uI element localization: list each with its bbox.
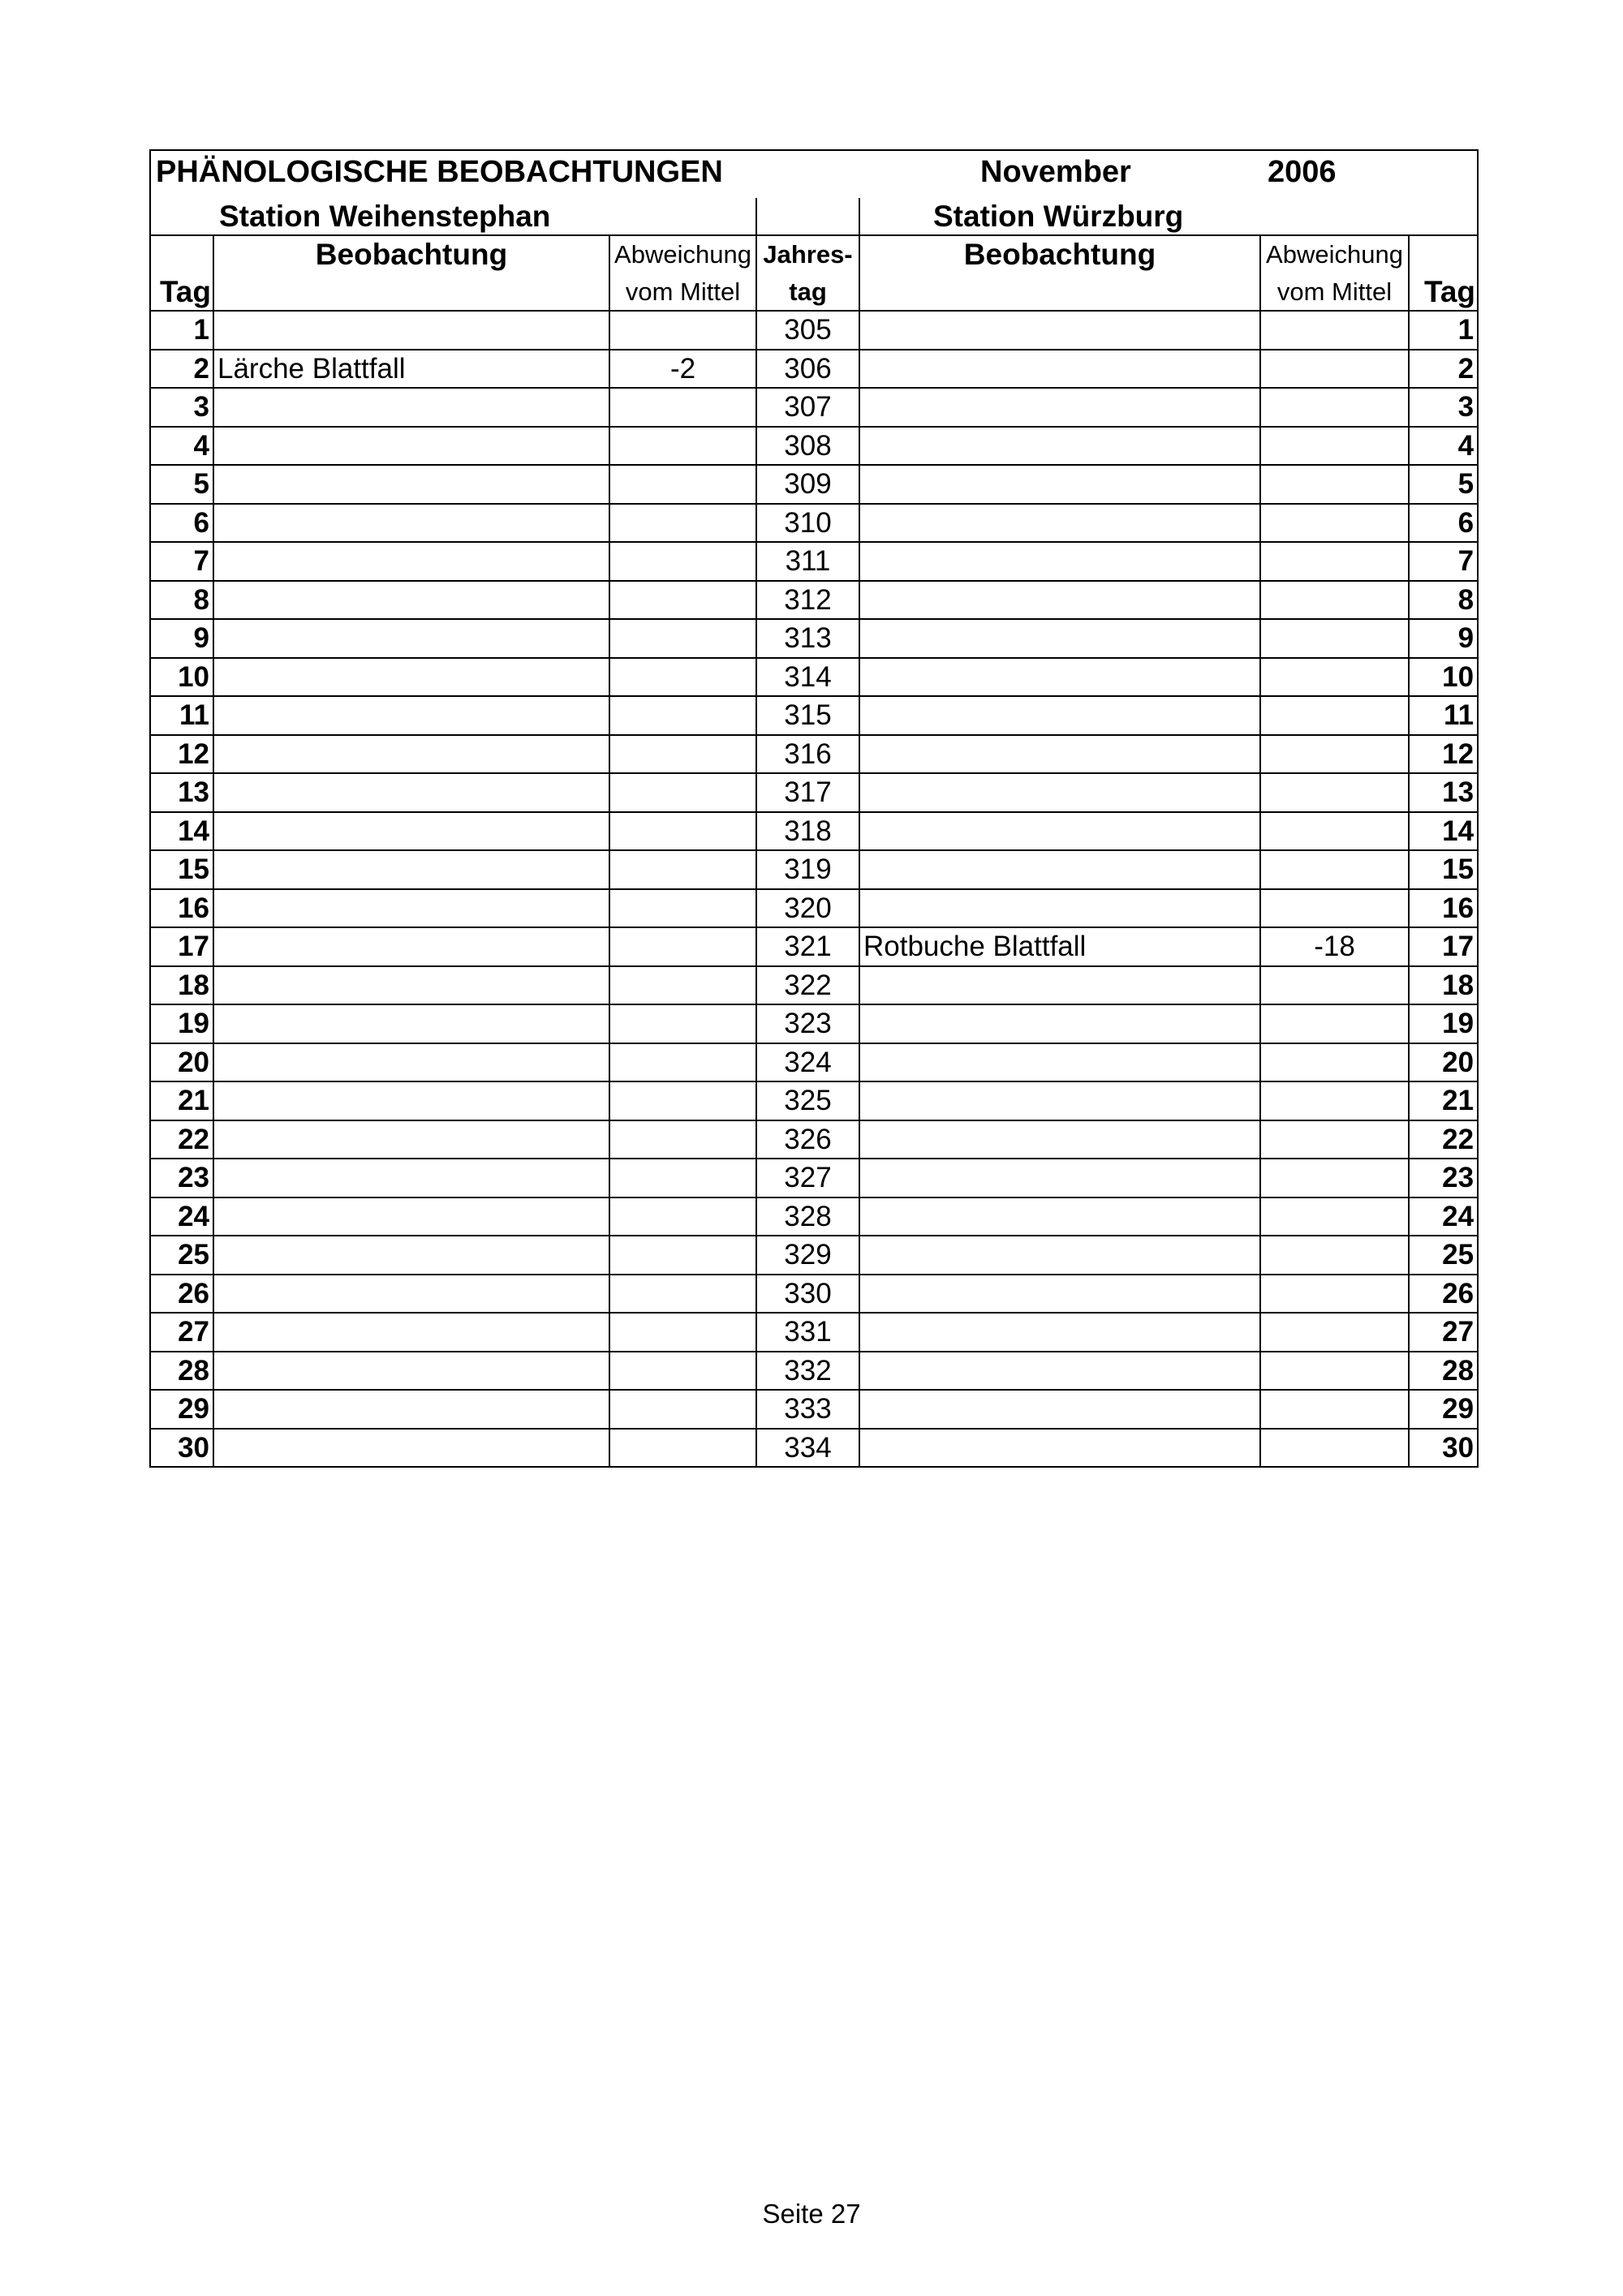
abweichung-header-right: Abweichung [1260,235,1409,273]
left-deviation-cell [609,388,756,427]
right-deviation-cell [1260,1313,1409,1352]
left-observation-cell [213,812,609,851]
tag-left-cell: 15 [150,850,213,889]
jahrestag-cell: 325 [756,1081,859,1120]
mittel-header-left: vom Mittel [609,273,756,312]
right-observation-cell [859,1236,1260,1275]
left-observation-cell [213,1004,609,1043]
left-deviation-cell [609,735,756,774]
tag-left-cell: 23 [150,1159,213,1197]
left-observation-cell [213,773,609,812]
tag-right-cell: 19 [1409,1004,1478,1043]
right-deviation-cell: -18 [1260,927,1409,966]
table-row [150,812,1478,851]
jahrestag-header-bottom: tag [756,273,859,312]
right-deviation-cell [1260,388,1409,427]
phenology-sheet [149,149,1477,1468]
tag-right-cell: 25 [1409,1236,1478,1275]
right-observation-cell [859,735,1260,774]
right-deviation-cell [1260,1120,1409,1159]
left-deviation-cell [609,427,756,466]
tag-right-cell: 5 [1409,465,1478,504]
left-deviation-cell [609,812,756,851]
right-deviation-cell [1260,542,1409,581]
sheet-month: November [980,155,1131,189]
left-observation-cell [213,504,609,543]
table-row [150,1390,1478,1429]
station-left: Station Weihenstephan [150,198,756,235]
tag-left-cell: 4 [150,427,213,466]
tag-left-cell: 26 [150,1275,213,1314]
right-observation-cell [859,1004,1260,1043]
jahrestag-cell: 308 [756,427,859,466]
tag-left-cell: 13 [150,773,213,812]
jahrestag-header-top: Jahres- [756,235,859,273]
tag-left-cell: 30 [150,1429,213,1468]
column-header-row-1 [150,235,1478,273]
left-observation-cell [213,1352,609,1391]
jahrestag-cell: 307 [756,388,859,427]
tag-left-cell: 3 [150,388,213,427]
tag-left-cell: 7 [150,542,213,581]
jahrestag-cell: 311 [756,542,859,581]
left-observation-cell [213,850,609,889]
left-deviation-cell [609,1429,756,1468]
tag-left-cell: 12 [150,735,213,774]
tag-left-cell: 2 [150,350,213,389]
tag-right-cell: 23 [1409,1159,1478,1197]
jahrestag-cell: 317 [756,773,859,812]
left-deviation-cell: -2 [609,350,756,389]
right-deviation-cell [1260,1081,1409,1120]
table-row [150,1159,1478,1197]
left-deviation-cell [609,1043,756,1082]
right-deviation-cell [1260,889,1409,928]
tag-left-cell: 5 [150,465,213,504]
right-deviation-cell [1260,1159,1409,1197]
left-deviation-cell [609,850,756,889]
jahrestag-cell: 318 [756,812,859,851]
beobachtung-header-right-bottom [859,273,1260,312]
left-deviation-cell [609,311,756,350]
left-deviation-cell [609,1390,756,1429]
jahrestag-cell: 310 [756,504,859,543]
tag-header-right-top [1409,235,1478,273]
left-deviation-cell [609,889,756,928]
right-observation-cell [859,1120,1260,1159]
right-observation-cell [859,427,1260,466]
table-row [150,1352,1478,1391]
tag-right-cell: 16 [1409,889,1478,928]
right-deviation-cell [1260,735,1409,774]
right-observation-cell [859,850,1260,889]
jahrestag-cell: 309 [756,465,859,504]
tag-left-cell: 16 [150,889,213,928]
jahrestag-cell: 332 [756,1352,859,1391]
jahrestag-cell: 321 [756,927,859,966]
tag-right-cell: 12 [1409,735,1478,774]
table-row [150,773,1478,812]
station-divider [756,198,859,235]
right-deviation-cell [1260,1197,1409,1236]
left-observation-cell [213,1081,609,1120]
jahrestag-cell: 326 [756,1120,859,1159]
right-deviation-cell [1260,1043,1409,1082]
beobachtung-header-left-bottom [213,273,609,312]
table-row [150,1275,1478,1314]
tag-left-cell: 22 [150,1120,213,1159]
jahrestag-cell: 314 [756,658,859,697]
left-observation-cell [213,735,609,774]
jahrestag-cell: 324 [756,1043,859,1082]
jahrestag-cell: 313 [756,619,859,658]
right-deviation-cell [1260,427,1409,466]
left-observation-cell [213,581,609,620]
station-row [150,198,1478,235]
left-deviation-cell [609,1275,756,1314]
left-observation-cell [213,619,609,658]
table-row [150,1197,1478,1236]
table-row [150,619,1478,658]
station-right: Station Würzburg [859,198,1478,235]
left-observation-cell [213,1313,609,1352]
left-deviation-cell [609,1352,756,1391]
left-observation-cell [213,1429,609,1468]
left-observation-cell [213,1120,609,1159]
tag-header-left-top [150,235,213,273]
left-observation-cell [213,889,609,928]
left-deviation-cell [609,927,756,966]
right-deviation-cell [1260,1429,1409,1468]
table-row [150,581,1478,620]
left-deviation-cell [609,1120,756,1159]
left-observation-cell [213,388,609,427]
abweichung-header-left: Abweichung [609,235,756,273]
tag-left-cell: 28 [150,1352,213,1391]
jahrestag-cell: 315 [756,696,859,735]
right-observation-cell [859,1429,1260,1468]
tag-right-cell: 10 [1409,658,1478,697]
tag-right-cell: 9 [1409,619,1478,658]
tag-right-cell: 13 [1409,773,1478,812]
jahrestag-cell: 330 [756,1275,859,1314]
tag-right-cell: 22 [1409,1120,1478,1159]
left-deviation-cell [609,696,756,735]
jahrestag-cell: 306 [756,350,859,389]
tag-left-cell: 24 [150,1197,213,1236]
tag-left-cell: 19 [150,1004,213,1043]
right-deviation-cell [1260,311,1409,350]
table-row [150,465,1478,504]
tag-right-cell: 26 [1409,1275,1478,1314]
left-deviation-cell [609,581,756,620]
jahrestag-cell: 319 [756,850,859,889]
right-deviation-cell [1260,619,1409,658]
right-observation-cell [859,311,1260,350]
left-observation-cell [213,427,609,466]
right-deviation-cell [1260,1275,1409,1314]
right-deviation-cell [1260,850,1409,889]
tag-left-cell: 25 [150,1236,213,1275]
table-row [150,1081,1478,1120]
right-observation-cell [859,812,1260,851]
right-observation-cell [859,1313,1260,1352]
right-observation-cell: Rotbuche Blattfall [859,927,1260,966]
jahrestag-cell: 327 [756,1159,859,1197]
left-observation-cell [213,1275,609,1314]
beobachtung-header-right: Beobachtung [859,235,1260,273]
table-row [150,311,1478,350]
tag-right-cell: 1 [1409,311,1478,350]
right-deviation-cell [1260,1352,1409,1391]
jahrestag-cell: 323 [756,1004,859,1043]
tag-right-cell: 15 [1409,850,1478,889]
tag-right-cell: 20 [1409,1043,1478,1082]
table-row [150,504,1478,543]
tag-right-cell: 2 [1409,350,1478,389]
tag-right-cell: 3 [1409,388,1478,427]
tag-right-cell: 30 [1409,1429,1478,1468]
right-deviation-cell [1260,1004,1409,1043]
left-observation-cell [213,1043,609,1082]
left-observation-cell [213,1236,609,1275]
right-observation-cell [859,542,1260,581]
right-observation-cell [859,1275,1260,1314]
table-row [150,1429,1478,1468]
column-header-row-2 [150,273,1478,312]
right-observation-cell [859,658,1260,697]
tag-right-cell: 27 [1409,1313,1478,1352]
tag-right-cell: 18 [1409,966,1478,1005]
tag-left-cell: 6 [150,504,213,543]
table-row [150,1004,1478,1043]
table-row [150,388,1478,427]
right-deviation-cell [1260,465,1409,504]
beobachtung-header-left: Beobachtung [213,235,609,273]
right-deviation-cell [1260,504,1409,543]
left-observation-cell [213,311,609,350]
table-row [150,889,1478,928]
right-observation-cell [859,773,1260,812]
tag-left-cell: 9 [150,619,213,658]
jahrestag-cell: 312 [756,581,859,620]
left-deviation-cell [609,504,756,543]
tag-left-cell: 20 [150,1043,213,1082]
jahrestag-cell: 316 [756,735,859,774]
left-observation-cell [213,465,609,504]
jahrestag-cell: 328 [756,1197,859,1236]
right-deviation-cell [1260,966,1409,1005]
table-row [150,427,1478,466]
left-observation-cell [213,927,609,966]
observation-table [149,149,1479,1468]
right-observation-cell [859,619,1260,658]
table-row [150,850,1478,889]
left-deviation-cell [609,658,756,697]
tag-left-cell: 8 [150,581,213,620]
tag-left-cell: 14 [150,812,213,851]
tag-left-cell: 18 [150,966,213,1005]
left-deviation-cell [609,465,756,504]
tag-header-right: Tag [1409,273,1478,312]
jahrestag-cell: 331 [756,1313,859,1352]
sheet-title: PHÄNOLOGISCHE BEOBACHTUNGEN [156,155,723,189]
table-row [150,658,1478,697]
right-observation-cell [859,350,1260,389]
right-observation-cell [859,1197,1260,1236]
table-row [150,1236,1478,1275]
tag-right-cell: 14 [1409,812,1478,851]
tag-left-cell: 29 [150,1390,213,1429]
jahrestag-cell: 305 [756,311,859,350]
right-deviation-cell [1260,581,1409,620]
table-row [150,1043,1478,1082]
tag-right-cell: 21 [1409,1081,1478,1120]
title-cell [150,150,1478,198]
jahrestag-cell: 333 [756,1390,859,1429]
right-observation-cell [859,1352,1260,1391]
left-deviation-cell [609,1004,756,1043]
tag-right-cell: 29 [1409,1390,1478,1429]
tag-right-cell: 24 [1409,1197,1478,1236]
right-observation-cell [859,581,1260,620]
jahrestag-cell: 329 [756,1236,859,1275]
right-deviation-cell [1260,696,1409,735]
left-deviation-cell [609,773,756,812]
left-deviation-cell [609,966,756,1005]
right-deviation-cell [1260,773,1409,812]
table-row [150,927,1478,966]
table-row [150,966,1478,1005]
right-observation-cell [859,504,1260,543]
right-observation-cell [859,1159,1260,1197]
right-observation-cell [859,696,1260,735]
table-row [150,350,1478,389]
right-deviation-cell [1260,812,1409,851]
right-deviation-cell [1260,658,1409,697]
tag-right-cell: 17 [1409,927,1478,966]
left-observation-cell [213,542,609,581]
left-deviation-cell [609,619,756,658]
left-observation-cell [213,658,609,697]
right-observation-cell [859,465,1260,504]
right-observation-cell [859,889,1260,928]
jahrestag-cell: 334 [756,1429,859,1468]
right-observation-cell [859,1081,1260,1120]
table-row [150,542,1478,581]
right-observation-cell [859,1043,1260,1082]
tag-left-cell: 17 [150,927,213,966]
tag-left-cell: 21 [150,1081,213,1120]
jahrestag-cell: 320 [756,889,859,928]
left-deviation-cell [609,1197,756,1236]
sheet-year: 2006 [1268,155,1337,189]
left-deviation-cell [609,1313,756,1352]
left-observation-cell [213,1159,609,1197]
tag-right-cell: 11 [1409,696,1478,735]
jahrestag-cell: 322 [756,966,859,1005]
tag-right-cell: 28 [1409,1352,1478,1391]
tag-left-cell: 11 [150,696,213,735]
tag-header-left: Tag [150,273,213,312]
tag-left-cell: 27 [150,1313,213,1352]
right-observation-cell [859,388,1260,427]
tag-right-cell: 7 [1409,542,1478,581]
left-deviation-cell [609,1081,756,1120]
mittel-header-right: vom Mittel [1260,273,1409,312]
table-row [150,735,1478,774]
title-row [150,150,1478,198]
left-observation-cell [213,1197,609,1236]
left-deviation-cell [609,1236,756,1275]
table-row [150,1120,1478,1159]
left-observation-cell: Lärche Blattfall [213,350,609,389]
right-observation-cell [859,966,1260,1005]
left-observation-cell [213,966,609,1005]
left-deviation-cell [609,1159,756,1197]
right-deviation-cell [1260,1390,1409,1429]
left-deviation-cell [609,542,756,581]
tag-left-cell: 10 [150,658,213,697]
tag-left-cell: 1 [150,311,213,350]
page-number: Seite 27 [762,2199,861,2229]
right-observation-cell [859,1390,1260,1429]
tag-right-cell: 4 [1409,427,1478,466]
right-deviation-cell [1260,350,1409,389]
tag-right-cell: 8 [1409,581,1478,620]
right-deviation-cell [1260,1236,1409,1275]
tag-right-cell: 6 [1409,504,1478,543]
left-observation-cell [213,1390,609,1429]
left-observation-cell [213,696,609,735]
table-row [150,1313,1478,1352]
table-row [150,696,1478,735]
